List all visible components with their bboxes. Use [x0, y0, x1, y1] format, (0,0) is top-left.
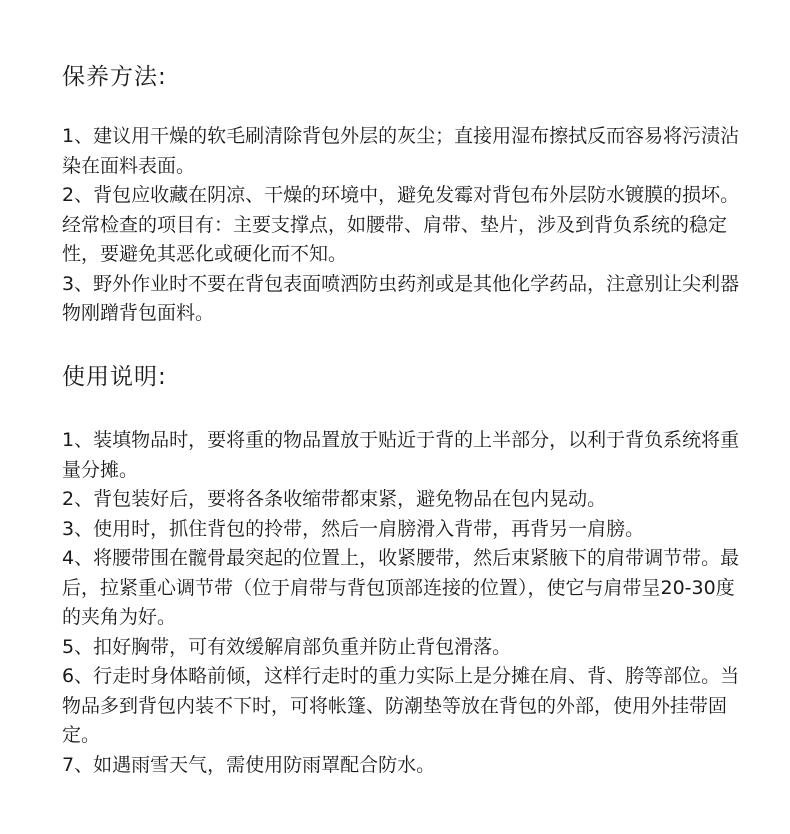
maintenance-section	[62, 60, 742, 329]
usage-section	[62, 360, 742, 780]
usage-item-3: 3、使用时，抓住背包的拎带，然后一肩膀滑入背带，再背另一肩膀。	[62, 517, 645, 540]
maintenance-item-2: 2、背包应收藏在阴凉、干燥的环境中，避免发霉对背包布外层防水镀膜的损坏。经常检查的项目有：主要支撑点，如腰带、肩带、垫片，涉及到背负系统的稳定性，要避免其恶化或硬化而不知。	[62, 184, 740, 265]
maintenance-list	[62, 122, 742, 329]
usage-list	[62, 426, 742, 780]
usage-item-7: 7、如遇雨雪天气，需使用防雨罩配合防水。	[62, 753, 436, 776]
maintenance-item-3: 3、野外作业时不要在背包表面喷洒防虫药剂或是其他化学药品，注意别让尖利器物刚蹭背包面料。	[62, 272, 740, 324]
usage-heading: 使用说明:	[62, 364, 167, 390]
usage-item-1: 1、装填物品时，要将重的物品置放于贴近于背的上半部分，以利于背负系统将重量分摊。	[62, 429, 740, 481]
usage-item-6: 6、行走时身体略前倾，这样行走时的重力实际上是分摊在肩、背、胯等部位。当物品多到背包内装不下时，可将帐篷、防潮垫等放在背包的外部，使用外挂带固定。	[62, 665, 740, 746]
maintenance-item-1: 1、建议用干燥的软毛刷清除背包外层的灰尘；直接用湿布擦拭反而容易将污渍沾染在面料表面。	[62, 125, 740, 177]
usage-item-4: 4、将腰带围在髋骨最突起的位置上，收紧腰带，然后束紧腋下的肩带调节带。最后，拉紧重心调节带（位于肩带与背包顶部连接的位置），使它与肩带呈20-30度的夹角为好。	[62, 547, 740, 628]
usage-item-2: 2、背包装好后，要将各条收缩带都束紧，避免物品在包内晃动。	[62, 488, 607, 510]
usage-item-5: 5、扣好胸带，可有效缓解肩部负重并防止背包滑落。	[62, 635, 512, 658]
maintenance-heading: 保养方法:	[62, 64, 167, 90]
